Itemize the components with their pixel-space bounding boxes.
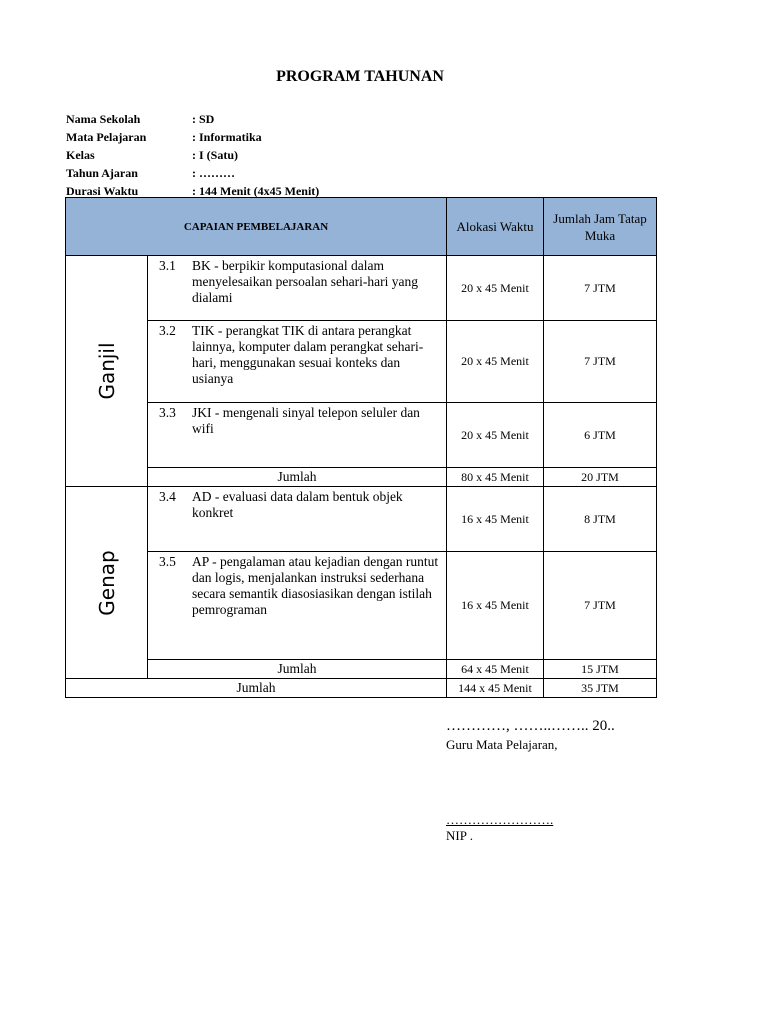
item-cell xyxy=(148,256,447,321)
header-alokasi: Alokasi Waktu xyxy=(447,198,544,256)
item-cell xyxy=(148,552,447,660)
table-header-row xyxy=(66,198,657,256)
semester-label: Genap xyxy=(94,549,119,616)
subtotal-row-ganjil xyxy=(66,468,657,487)
signature-date: …………, ……..…….. 20.. xyxy=(446,718,615,734)
table-row xyxy=(66,256,657,321)
item-number: 3.3 xyxy=(159,405,176,420)
table-row xyxy=(66,552,657,660)
item-number: 3.4 xyxy=(159,489,176,504)
item-text: AP - pengalaman atau kejadian dengan runtut dan logis, menjalankan instruksi sederhana secara semantik diasosiasikan dengan istilah pemrograman xyxy=(192,554,439,617)
total-row xyxy=(66,679,657,698)
semester-label: Ganjil xyxy=(94,342,119,400)
info-row-subject xyxy=(66,128,319,146)
alokasi-cell: 20 x 45 Menit xyxy=(447,321,544,403)
info-value: : I (Satu) xyxy=(192,148,239,162)
subtotal-jtm: 15 JTM xyxy=(544,660,657,679)
jtm-cell: 7 JTM xyxy=(544,552,657,660)
item-text: JKI - mengenali sinyal telepon seluler dan wifi xyxy=(192,405,420,436)
subtotal-label: Jumlah xyxy=(148,468,447,487)
item-number: 3.1 xyxy=(159,258,176,273)
item-text: BK - berpikir komputasional dalam menyelesaikan persoalan sehari-hari yang dialami xyxy=(192,258,419,305)
alokasi-cell: 16 x 45 Menit xyxy=(447,552,544,660)
subtotal-label: Jumlah xyxy=(148,660,447,679)
item-cell xyxy=(148,403,447,468)
subtotal-alokasi: 64 x 45 Menit xyxy=(447,660,544,679)
item-cell xyxy=(148,321,447,403)
semester-genap xyxy=(66,487,148,679)
info-label: Nama Sekolah xyxy=(66,112,141,126)
document-info xyxy=(66,110,319,200)
signature-role: Guru Mata Pelajaran, xyxy=(446,737,558,752)
jtm-cell: 7 JTM xyxy=(544,321,657,403)
subtotal-alokasi: 80 x 45 Menit xyxy=(447,468,544,487)
table-row xyxy=(66,487,657,552)
info-value: : Informatika xyxy=(192,130,262,144)
semester-ganjil xyxy=(66,256,148,487)
table-row xyxy=(66,321,657,403)
jtm-cell: 7 JTM xyxy=(544,256,657,321)
info-value: : 144 Menit (4x45 Menit) xyxy=(192,184,320,198)
info-row-class xyxy=(66,146,319,164)
table-row xyxy=(66,403,657,468)
info-row-academic-year xyxy=(66,164,319,182)
info-value: : SD xyxy=(192,112,215,126)
item-number: 3.2 xyxy=(159,323,176,338)
jtm-cell: 8 JTM xyxy=(544,487,657,552)
header-jtm: Jumlah Jam Tatap Muka xyxy=(544,198,657,256)
program-table xyxy=(65,197,657,698)
signature-name: ……………………. xyxy=(446,812,554,827)
item-cell xyxy=(148,487,447,552)
subtotal-jtm: 20 JTM xyxy=(544,468,657,487)
alokasi-cell: 20 x 45 Menit xyxy=(447,403,544,468)
info-label: Durasi Waktu xyxy=(66,184,139,198)
info-label: Tahun Ajaran xyxy=(66,166,138,180)
info-label: Kelas xyxy=(66,148,95,162)
signature-nip: NIP . xyxy=(446,828,473,843)
info-value: : ……… xyxy=(192,166,235,180)
item-number: 3.5 xyxy=(159,554,176,569)
total-jtm: 35 JTM xyxy=(544,679,657,698)
alokasi-cell: 20 x 45 Menit xyxy=(447,256,544,321)
info-row-school xyxy=(66,110,319,128)
item-text: TIK - perangkat TIK di antara perangkat lainnya, komputer dalam perangkat sehari-hari, menggunakan sesuai konteks dan usianya xyxy=(192,323,424,386)
total-label: Jumlah xyxy=(66,679,447,698)
item-text: AD - evaluasi data dalam bentuk objek konkret xyxy=(192,489,403,520)
subtotal-row-genap xyxy=(66,660,657,679)
signature-block xyxy=(446,718,615,843)
header-capaian: CAPAIAN PEMBELAJARAN xyxy=(66,198,447,256)
alokasi-cell: 16 x 45 Menit xyxy=(447,487,544,552)
info-label: Mata Pelajaran xyxy=(66,130,147,144)
page-title: PROGRAM TAHUNAN xyxy=(276,68,444,85)
total-alokasi: 144 x 45 Menit xyxy=(447,679,544,698)
jtm-cell: 6 JTM xyxy=(544,403,657,468)
